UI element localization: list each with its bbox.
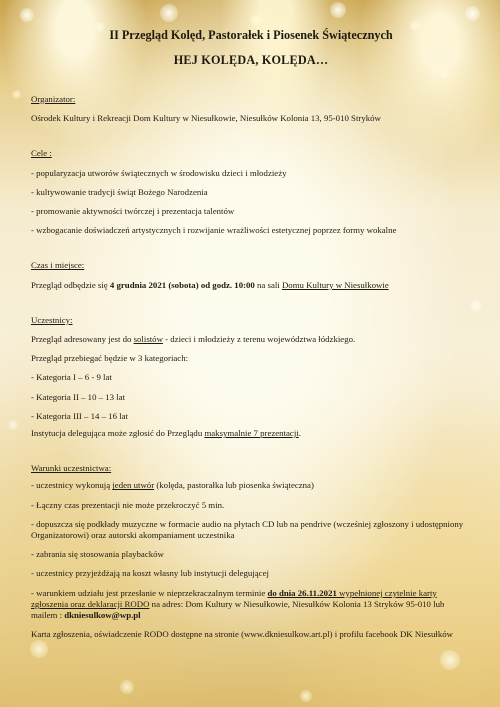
event-date: 4 grudnia 2021 (sobota) od godz. 10:00 [109, 279, 255, 290]
time-place-pre: Przegląd odbędzie się [31, 279, 110, 290]
condition-item: - Łączny czas prezentacji nie może przekroczyć 5 min. [31, 499, 225, 510]
event-venue: Domu Kultury w Niesułkowie [281, 279, 389, 290]
category-item: - Kategoria II – 10 – 13 lat [31, 391, 126, 402]
goal-item: - kultywowanie tradycji świąt Bożego Narodzenia [31, 186, 208, 197]
condition-item: - uczestnicy przyjeżdżają na koszt własny lub instytucji delegującej [31, 568, 269, 579]
condition-item: - zabrania się stosowania playbacków [31, 549, 164, 560]
goal-item: - wzbogacanie doświadczeń artystycznych i rozwijanie wrażliwości estetycznej poprzez formy wokalne [31, 225, 397, 236]
categories-intro: Przegląd przebiegać będzie w 3 kategoriach: [31, 353, 189, 364]
organizer-heading: Organizator: [31, 94, 76, 104]
condition-1-highlight: jeden utwór [112, 480, 155, 491]
document-body [31, 26, 471, 640]
condition-1-post: (kolęda, pastorałka lub piosenka świąteczna) [154, 480, 314, 491]
condition-item: - dopuszcza się podkłady muzyczne w formacie audio na płytach CD lub na pendrive (wcześniej zgłoszony i udostępniony Organizatorowi) oraz autorski akompaniament uczestnika [31, 518, 464, 541]
deadline-date: do dnia 26.11.2021 [267, 587, 337, 598]
category-item: - Kategoria I – 6 - 9 lat [31, 372, 112, 383]
condition-6-pre: - warunkiem udziału jest przesłanie w nieprzekraczalnym terminie [31, 587, 268, 598]
soloists-text: solistów [133, 334, 163, 345]
condition-1-pre: - uczestnicy wykonują [31, 480, 113, 491]
time-place-mid: na sali [254, 279, 282, 290]
time-place-heading: Czas i miejsce: [31, 260, 85, 271]
contact-email: dkniesulkow@wp.pl [64, 610, 141, 621]
category-item: - Kategoria III – 14 – 16 lat [31, 410, 128, 421]
participants-heading: Uczestnicy: [31, 314, 73, 325]
limit-pre: Instytucja delegująca może zgłosić do Przeglądu [31, 428, 205, 439]
participants-line1-post: - dzieci i młodzieży z terenu województwa łódzkiego. [162, 334, 356, 345]
participants-limit [31, 428, 471, 439]
conditions-heading: Warunki uczestnictwa: [31, 463, 112, 474]
condition-6-address: na adres: Dom Kultury w Niesułkowie, Niesułków Kolonia 13 Stryków 95-010 lub mailem : [31, 598, 445, 621]
limit-post: . [298, 428, 301, 439]
participants-line1-pre: Przegląd adresowany jest do [31, 334, 134, 345]
document-subtitle: HEJ KOLĘDA, KOLĘDA… [173, 53, 329, 67]
document-title: II Przegląd Kolęd, Pastorałek i Piosenek Świątecznych [109, 28, 393, 42]
organizer-text: Ośrodek Kultury i Rekreacji Dom Kultury w Niesułkowie, Niesułków Kolonia 13, 95-010 Stryków [31, 113, 381, 124]
limit-value: maksymalnie 7 prezentacji [204, 428, 299, 439]
condition-6-required-docs: wypełnionej czytelnie karty zgłoszenia oraz deklaracji RODO [31, 587, 437, 609]
time-place-text [31, 280, 471, 291]
participants-line [31, 334, 471, 345]
goal-item: - promowanie aktywności twórczej i prezentacja talentów [31, 206, 235, 217]
condition-item [31, 588, 471, 622]
goals-heading: Cele : [31, 148, 52, 159]
condition-item [31, 480, 471, 491]
final-note: Karta zgłoszenia, oświadczenie RODO dostępne na stronie (www.dkniesulkow.art.pl) i profilu facebook DK Niesułków [31, 629, 453, 640]
goal-item: - popularyzacja utworów świątecznych w środowisku dzieci i młodzieży [31, 167, 287, 178]
